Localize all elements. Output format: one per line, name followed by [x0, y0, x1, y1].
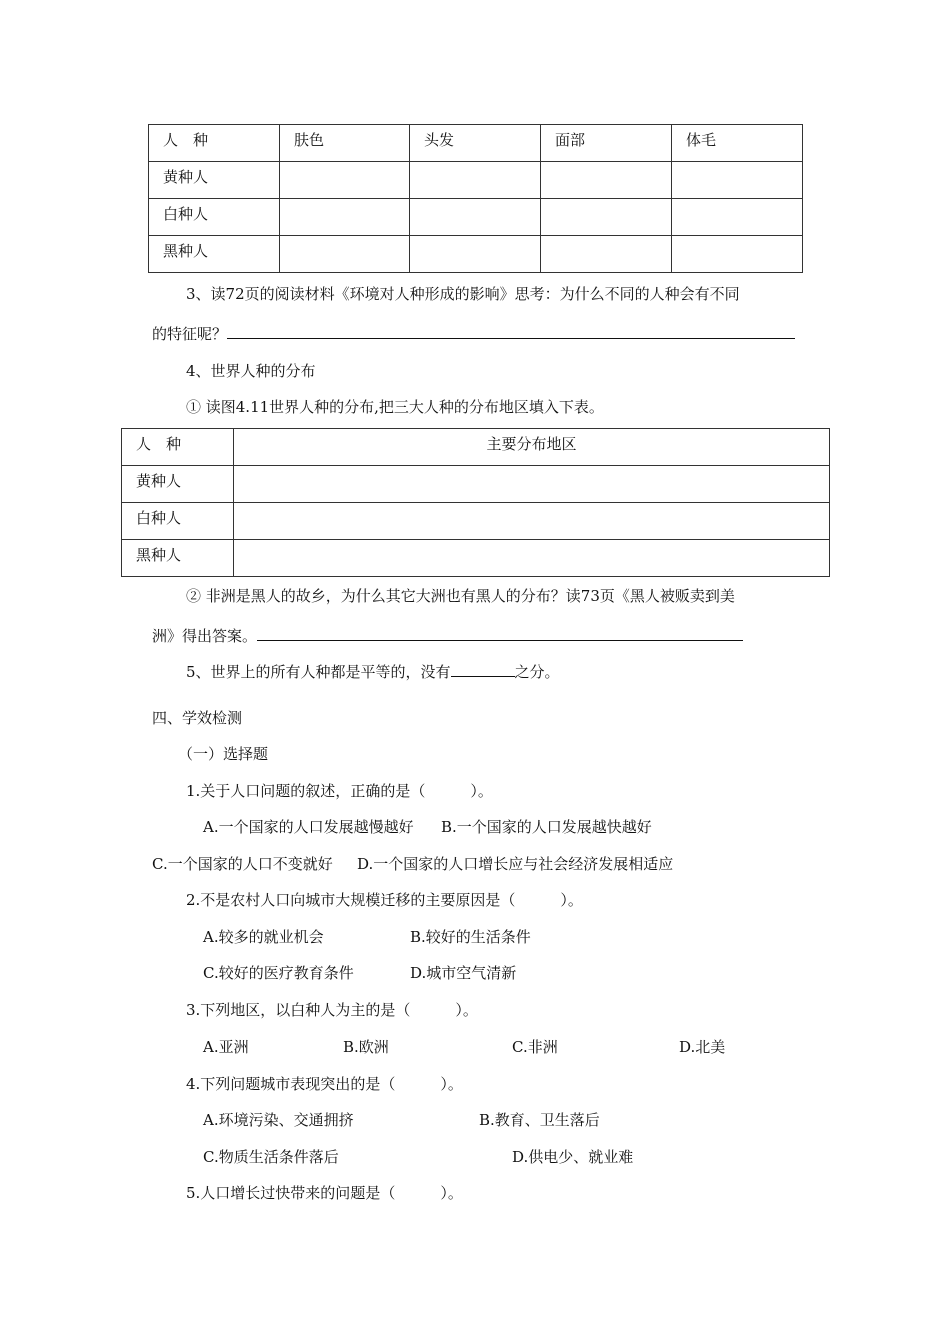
blank-cell[interactable] — [672, 236, 803, 273]
race-distribution-table — [121, 428, 830, 577]
blank-cell[interactable] — [280, 162, 410, 199]
table-row — [122, 466, 830, 503]
blank-cell[interactable] — [541, 199, 672, 236]
row-label: 黑种人 — [149, 236, 280, 273]
option-4a[interactable]: A.环境污染、交通拥挤 — [203, 1111, 354, 1129]
blank-cell[interactable] — [280, 236, 410, 273]
section-subtitle: （一）选择题 — [178, 745, 269, 763]
option-4b[interactable]: B.教育、卫生落后 — [479, 1111, 600, 1129]
question-5-before: 5、世界上的所有人种都是平等的，没有 — [186, 663, 451, 681]
option-4d[interactable]: D.供电少、就业难 — [512, 1148, 634, 1166]
mc-question-4: 4.下列问题城市表现突出的是（ ）。 — [186, 1075, 463, 1093]
header-cell: 人 种 — [149, 125, 280, 162]
blank-cell[interactable] — [541, 236, 672, 273]
option-3b[interactable]: B.欧洲 — [343, 1038, 389, 1056]
blank-cell[interactable] — [410, 236, 541, 273]
blank-cell[interactable] — [234, 466, 830, 503]
option-1b[interactable]: B.一个国家的人口发展越快越好 — [441, 818, 652, 836]
question-4-title: 4、世界人种的分布 — [186, 362, 316, 380]
answer-blank[interactable] — [227, 322, 795, 339]
option-3a[interactable]: A.亚洲 — [203, 1038, 249, 1056]
mc-question-3: 3.下列地区，以白种人为主的是（ ）。 — [186, 1001, 478, 1019]
section-title: 四、学效检测 — [152, 709, 243, 727]
row-label: 黄种人 — [122, 466, 234, 503]
header-cell: 主要分布地区 — [234, 429, 830, 466]
option-2a[interactable]: A.较多的就业机会 — [203, 928, 324, 946]
option-4c[interactable]: C.物质生活条件落后 — [203, 1148, 339, 1166]
question-5 — [186, 660, 560, 682]
blank-cell[interactable] — [234, 503, 830, 540]
blank-cell[interactable] — [672, 199, 803, 236]
answer-blank[interactable] — [257, 624, 743, 641]
row-label: 黑种人 — [122, 540, 234, 577]
table-row — [149, 236, 803, 273]
mc-question-5: 5.人口增长过快带来的问题是（ ）。 — [186, 1184, 463, 1202]
table-header-row — [149, 125, 803, 162]
question-4-sub2-text: 洲》得出答案。 — [152, 627, 258, 645]
question-5-after: 之分。 — [514, 663, 560, 681]
question-4-sub1: ① 读图4.11世界人种的分布,把三大人种的分布地区填入下表。 — [186, 398, 604, 416]
blank-cell[interactable] — [672, 162, 803, 199]
question-4-sub2-line2 — [152, 624, 743, 646]
option-1d[interactable]: D.一个国家的人口增长应与社会经济发展相适应 — [357, 855, 674, 873]
question-3-text: 的特征呢？ — [152, 325, 228, 343]
question-3-line2 — [152, 322, 795, 344]
table-row — [122, 503, 830, 540]
row-label: 白种人 — [149, 199, 280, 236]
option-2c[interactable]: C.较好的医疗教育条件 — [203, 964, 354, 982]
blank-cell[interactable] — [541, 162, 672, 199]
blank-cell[interactable] — [234, 540, 830, 577]
option-3d[interactable]: D.北美 — [679, 1038, 726, 1056]
blank-cell[interactable] — [410, 162, 541, 199]
row-label: 白种人 — [122, 503, 234, 540]
table-row — [122, 540, 830, 577]
mc-question-1: 1.关于人口问题的叙述，正确的是（ ）。 — [186, 782, 493, 800]
option-1a[interactable]: A.一个国家的人口发展越慢越好 — [203, 818, 414, 836]
option-1c[interactable]: C.一个国家的人口不变就好 — [152, 855, 333, 873]
header-cell: 肤色 — [280, 125, 410, 162]
table-row — [149, 162, 803, 199]
question-4-sub2-line1: ② 非洲是黑人的故乡，为什么其它大洲也有黑人的分布？读73页《黑人被贩卖到美 — [186, 587, 735, 605]
answer-blank[interactable] — [451, 660, 515, 677]
header-cell: 体毛 — [672, 125, 803, 162]
blank-cell[interactable] — [410, 199, 541, 236]
question-3-line1: 3、读72页的阅读材料《环境对人种形成的影响》思考：为什么不同的人种会有不同 — [186, 285, 740, 303]
race-features-table — [148, 124, 803, 273]
option-2b[interactable]: B.较好的生活条件 — [410, 928, 531, 946]
option-2d[interactable]: D.城市空气清新 — [410, 964, 517, 982]
option-3c[interactable]: C.非洲 — [512, 1038, 558, 1056]
header-cell: 头发 — [410, 125, 541, 162]
header-cell: 面部 — [541, 125, 672, 162]
table-header-row — [122, 429, 830, 466]
blank-cell[interactable] — [280, 199, 410, 236]
header-cell: 人 种 — [122, 429, 234, 466]
mc-question-2: 2.不是农村人口向城市大规模迁移的主要原因是（ ）。 — [186, 891, 583, 909]
row-label: 黄种人 — [149, 162, 280, 199]
table-row — [149, 199, 803, 236]
